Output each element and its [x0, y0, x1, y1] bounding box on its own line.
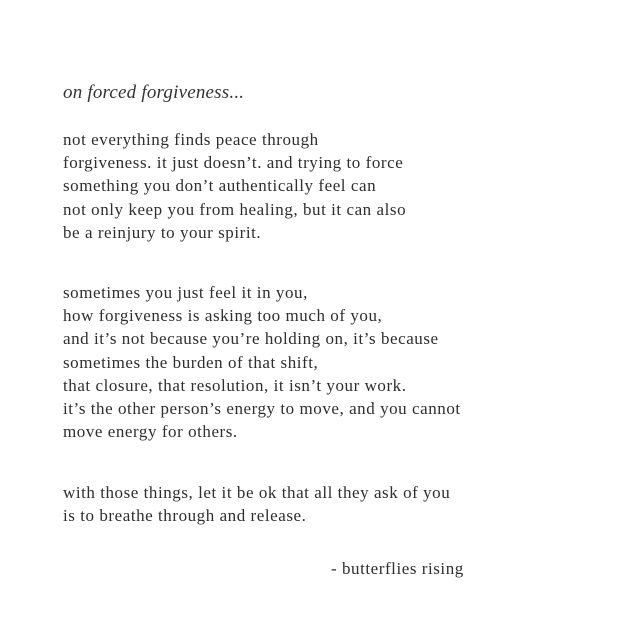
poem-line: is to breathe through and release.: [63, 506, 307, 526]
poem-line: not everything finds peace through: [63, 130, 319, 149]
poem-line: be a reinjury to your spirit.: [63, 222, 262, 242]
poem-line: not only keep you from healing, but it can also: [63, 199, 407, 219]
stanza-2: [63, 281, 461, 443]
poem-line: sometimes you just feel it in you,: [63, 283, 308, 302]
poem-line: forgiveness. it just doesn’t. and trying to force: [63, 153, 404, 173]
poem-line: it’s the other person’s energy to move, and you cannot: [63, 399, 461, 419]
poem-line: how forgiveness is asking too much of you,: [63, 306, 383, 326]
poem-signature: - butterflies rising: [331, 559, 464, 578]
stanza-3: [63, 481, 450, 527]
poem-line: with those things, let it be ok that all they ask of you: [63, 483, 451, 502]
poem-title: on forced forgiveness...: [63, 82, 245, 103]
poem-line: move energy for others.: [63, 422, 238, 442]
poem-line: and it’s not because you’re holding on, it’s because: [63, 329, 439, 349]
poem-line: something you don’t authentically feel can: [63, 176, 377, 196]
stanza-1: [63, 128, 406, 244]
poem-line: that closure, that resolution, it isn’t your work.: [63, 375, 407, 395]
poem-line: sometimes the burden of that shift,: [63, 352, 319, 372]
